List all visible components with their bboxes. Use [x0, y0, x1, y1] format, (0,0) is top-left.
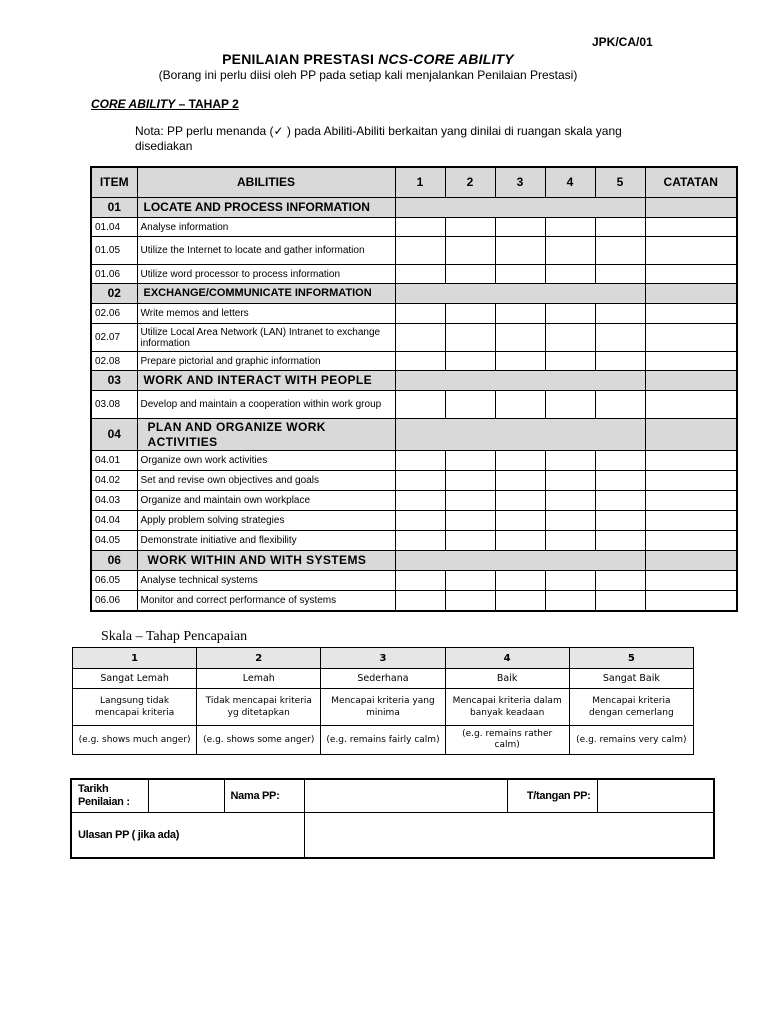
- signoff-table: [70, 778, 715, 859]
- section-heading: [91, 97, 239, 111]
- category-score-span: [395, 551, 645, 571]
- score-cell-4[interactable]: [545, 531, 595, 551]
- item-ability: Organize own work activities: [137, 451, 395, 471]
- score-cell-3[interactable]: [495, 324, 545, 352]
- section-heading-italic: CORE ABILITY: [91, 97, 176, 111]
- scale-description-row: [73, 689, 694, 726]
- score-cell-2[interactable]: [445, 471, 495, 491]
- table-row: [91, 218, 737, 237]
- category-row: [91, 284, 737, 304]
- category-catatan: [645, 371, 737, 391]
- scale-num-2: 2: [197, 648, 321, 669]
- category-code: 01: [91, 198, 137, 218]
- table-row: [91, 237, 737, 265]
- score-cell-1[interactable]: [395, 265, 445, 284]
- scale-example: [445, 726, 569, 755]
- ttangan-label: T/tangan PP:: [507, 779, 597, 813]
- scale-description: [445, 689, 569, 726]
- scale-number-row: [73, 648, 694, 669]
- score-cell-5[interactable]: [595, 531, 645, 551]
- score-cell-2[interactable]: [445, 511, 495, 531]
- score-cell-4[interactable]: [545, 237, 595, 265]
- score-cell-4[interactable]: [545, 471, 595, 491]
- score-cell-2[interactable]: [445, 571, 495, 591]
- score-cell-5[interactable]: [595, 237, 645, 265]
- item-ability: Analyse information: [137, 218, 395, 237]
- category-catatan: [645, 551, 737, 571]
- scale-example: (e.g. remains fairly calm): [321, 726, 445, 755]
- score-cell-5[interactable]: [595, 451, 645, 471]
- score-cell-3[interactable]: [495, 571, 545, 591]
- scale-label: Sangat Baik: [569, 669, 693, 689]
- score-cell-2[interactable]: [445, 218, 495, 237]
- catatan-cell[interactable]: [645, 491, 737, 511]
- item-code: 01.04: [91, 218, 137, 237]
- document-reference: JPK/CA/01: [592, 35, 653, 49]
- item-code: 04.04: [91, 511, 137, 531]
- score-cell-1[interactable]: [395, 491, 445, 511]
- tarikh-field[interactable]: [148, 779, 224, 813]
- scale-description-text: Mencapai kriteria yang minima: [331, 696, 435, 718]
- catatan-cell[interactable]: [645, 324, 737, 352]
- score-cell-1[interactable]: [395, 391, 445, 419]
- item-code: 01.05: [91, 237, 137, 265]
- scale-example-row: [73, 726, 694, 755]
- score-cell-5[interactable]: [595, 391, 645, 419]
- header-score-2: 2: [445, 167, 495, 198]
- item-code: 02.06: [91, 304, 137, 324]
- score-cell-4[interactable]: [545, 451, 595, 471]
- category-row: [91, 371, 737, 391]
- score-cell-1[interactable]: [395, 304, 445, 324]
- item-ability: Monitor and correct performance of systems: [137, 591, 395, 611]
- scale-example: (e.g. remains very calm): [569, 726, 693, 755]
- score-cell-3[interactable]: [495, 451, 545, 471]
- scale-label: Sederhana: [321, 669, 445, 689]
- score-cell-2[interactable]: [445, 491, 495, 511]
- header-score-5: 5: [595, 167, 645, 198]
- ttangan-field[interactable]: [597, 779, 714, 813]
- ulasan-field[interactable]: [304, 813, 714, 859]
- category-score-span: [395, 419, 645, 451]
- category-code: 02: [91, 284, 137, 304]
- item-ability: Develop and maintain a cooperation within work group: [137, 391, 395, 419]
- header-score-1: 1: [395, 167, 445, 198]
- scale-label: Lemah: [197, 669, 321, 689]
- category-catatan: [645, 419, 737, 451]
- catatan-cell[interactable]: [645, 304, 737, 324]
- score-cell-1[interactable]: [395, 324, 445, 352]
- scale-label: Baik: [445, 669, 569, 689]
- score-cell-5[interactable]: [595, 304, 645, 324]
- category-row: [91, 419, 737, 451]
- scale-label: Sangat Lemah: [73, 669, 197, 689]
- score-cell-3[interactable]: [495, 218, 545, 237]
- item-code: 04.03: [91, 491, 137, 511]
- tarikh-label-text: Tarikh Penilaian :: [78, 783, 130, 808]
- item-code: 01.06: [91, 265, 137, 284]
- category-row: [91, 198, 737, 218]
- category-code: 03: [91, 371, 137, 391]
- category-score-span: [395, 371, 645, 391]
- score-cell-1[interactable]: [395, 531, 445, 551]
- category-name-text: PLAN AND ORGANIZE WORK ACTIVITIES: [147, 419, 326, 449]
- score-cell-2[interactable]: [445, 391, 495, 419]
- score-cell-1[interactable]: [395, 237, 445, 265]
- item-code: 04.02: [91, 471, 137, 491]
- item-ability: Analyse technical systems: [137, 571, 395, 591]
- score-cell-2[interactable]: [445, 237, 495, 265]
- ulasan-label: Ulasan PP ( jika ada): [71, 813, 304, 859]
- score-cell-4[interactable]: [545, 571, 595, 591]
- category-name: WORK AND INTERACT WITH PEOPLE: [137, 371, 395, 391]
- scale-description-text: Mencapai kriteria dengan cemerlang: [589, 696, 674, 718]
- score-cell-4[interactable]: [545, 218, 595, 237]
- scale-num-4: 4: [445, 648, 569, 669]
- score-cell-4[interactable]: [545, 265, 595, 284]
- item-code: 03.08: [91, 391, 137, 419]
- header-score-4: 4: [545, 167, 595, 198]
- catatan-cell[interactable]: [645, 511, 737, 531]
- score-cell-1[interactable]: [395, 218, 445, 237]
- abilities-table: [90, 166, 738, 612]
- title-plain: PENILAIAN PRESTASI: [222, 51, 379, 67]
- score-cell-5[interactable]: [595, 511, 645, 531]
- catatan-cell[interactable]: [645, 237, 737, 265]
- title-italic: NCS-CORE ABILITY: [378, 51, 514, 67]
- item-ability: Prepare pictorial and graphic information: [137, 352, 395, 371]
- table-row: [91, 265, 737, 284]
- catatan-cell[interactable]: [645, 471, 737, 491]
- table-row: [91, 491, 737, 511]
- category-name: [137, 419, 395, 451]
- scale-example: (e.g. shows some anger): [197, 726, 321, 755]
- scale-title: Skala – Tahap Pencapaian: [101, 629, 248, 644]
- scale-description-text: Langsung tidak mencapai kriteria: [94, 696, 175, 718]
- tarikh-label: [71, 779, 148, 813]
- scale-description: [197, 689, 321, 726]
- score-cell-4[interactable]: [545, 304, 595, 324]
- category-score-span: [395, 284, 645, 304]
- catatan-cell[interactable]: [645, 531, 737, 551]
- score-cell-4[interactable]: [545, 352, 595, 371]
- item-code: 02.08: [91, 352, 137, 371]
- category-name: EXCHANGE/COMMUNICATE INFORMATION: [137, 284, 395, 304]
- section-heading-rest: – TAHAP 2: [175, 97, 239, 111]
- score-cell-1[interactable]: [395, 571, 445, 591]
- score-cell-3[interactable]: [495, 531, 545, 551]
- table-row: [91, 352, 737, 371]
- signoff-row: [71, 779, 714, 813]
- table-row: [91, 451, 737, 471]
- item-ability: Organize and maintain own workplace: [137, 491, 395, 511]
- score-cell-1[interactable]: [395, 471, 445, 491]
- score-cell-3[interactable]: [495, 265, 545, 284]
- category-row: [91, 551, 737, 571]
- score-cell-5[interactable]: [595, 265, 645, 284]
- score-cell-3[interactable]: [495, 304, 545, 324]
- table-row: [91, 511, 737, 531]
- header-abilities: ABILITIES: [137, 167, 395, 198]
- item-ability: Utilize the Internet to locate and gather information: [137, 237, 395, 265]
- score-cell-2[interactable]: [445, 591, 495, 611]
- category-name: LOCATE AND PROCESS INFORMATION: [137, 198, 395, 218]
- scale-num-1: 1: [73, 648, 197, 669]
- score-cell-2[interactable]: [445, 304, 495, 324]
- item-ability: Write memos and letters: [137, 304, 395, 324]
- score-cell-1[interactable]: [395, 511, 445, 531]
- catatan-cell[interactable]: [645, 352, 737, 371]
- scale-example-text: (e.g. remains rather calm): [462, 729, 553, 750]
- catatan-cell[interactable]: [645, 391, 737, 419]
- category-catatan: [645, 198, 737, 218]
- category-code: 04: [91, 419, 137, 451]
- score-cell-3[interactable]: [495, 352, 545, 371]
- scale-num-3: 3: [321, 648, 445, 669]
- item-ability: Utilize Local Area Network (LAN) Intranet to exchange information: [137, 324, 395, 352]
- score-cell-3[interactable]: [495, 237, 545, 265]
- header-score-3: 3: [495, 167, 545, 198]
- score-cell-3[interactable]: [495, 471, 545, 491]
- nama-label: Nama PP:: [224, 779, 304, 813]
- score-cell-2[interactable]: [445, 451, 495, 471]
- table-header-row: [91, 167, 737, 198]
- category-catatan: [645, 284, 737, 304]
- catatan-cell[interactable]: [645, 571, 737, 591]
- scale-description: [73, 689, 197, 726]
- scale-description: [321, 689, 445, 726]
- score-cell-5[interactable]: [595, 491, 645, 511]
- score-cell-5[interactable]: [595, 471, 645, 491]
- table-row: [91, 571, 737, 591]
- scale-description-text: Mencapai kriteria dalam banyak keadaan: [452, 696, 562, 718]
- score-cell-4[interactable]: [545, 391, 595, 419]
- table-row: [91, 324, 737, 352]
- score-cell-5[interactable]: [595, 218, 645, 237]
- scale-num-5: 5: [569, 648, 693, 669]
- score-cell-1[interactable]: [395, 451, 445, 471]
- score-cell-4[interactable]: [545, 591, 595, 611]
- score-cell-1[interactable]: [395, 591, 445, 611]
- score-cell-2[interactable]: [445, 265, 495, 284]
- category-code: 06: [91, 551, 137, 571]
- score-cell-2[interactable]: [445, 531, 495, 551]
- ulasan-row: [71, 813, 714, 859]
- item-ability: Utilize word processor to process information: [137, 265, 395, 284]
- score-cell-5[interactable]: [595, 571, 645, 591]
- score-cell-5[interactable]: [595, 591, 645, 611]
- scale-description: [569, 689, 693, 726]
- score-cell-4[interactable]: [545, 324, 595, 352]
- table-row: [91, 304, 737, 324]
- score-cell-4[interactable]: [545, 511, 595, 531]
- scale-label-row: [73, 669, 694, 689]
- item-code: 06.05: [91, 571, 137, 591]
- scale-description-text: Tidak mencapai kriteria yg ditetapkan: [205, 696, 312, 718]
- page-subtitle: (Borang ini perlu diisi oleh PP pada setiap kali menjalankan Penilaian Prestasi): [158, 68, 578, 82]
- score-cell-2[interactable]: [445, 324, 495, 352]
- header-catatan: CATATAN: [645, 167, 737, 198]
- score-cell-3[interactable]: [495, 511, 545, 531]
- score-cell-1[interactable]: [395, 352, 445, 371]
- table-row: [91, 591, 737, 611]
- item-ability: Set and revise own objectives and goals: [137, 471, 395, 491]
- score-cell-4[interactable]: [545, 491, 595, 511]
- score-cell-3[interactable]: [495, 591, 545, 611]
- item-ability: Demonstrate initiative and flexibility: [137, 531, 395, 551]
- table-row: [91, 391, 737, 419]
- item-ability: Apply problem solving strategies: [137, 511, 395, 531]
- instruction-note: Nota: PP perlu menanda (✓ ) pada Abiliti-Abiliti berkaitan yang dinilai di ruangan skala yang disediakan: [135, 124, 622, 153]
- item-code: 06.06: [91, 591, 137, 611]
- item-code: 02.07: [91, 324, 137, 352]
- table-row: [91, 531, 737, 551]
- scale-table: [72, 647, 694, 755]
- item-code: 04.05: [91, 531, 137, 551]
- header-item: ITEM: [91, 167, 137, 198]
- score-cell-3[interactable]: [495, 391, 545, 419]
- table-row: [91, 471, 737, 491]
- score-cell-2[interactable]: [445, 352, 495, 371]
- nama-field[interactable]: [304, 779, 507, 813]
- page-title: [0, 51, 736, 67]
- catatan-cell[interactable]: [645, 451, 737, 471]
- score-cell-5[interactable]: [595, 324, 645, 352]
- score-cell-3[interactable]: [495, 491, 545, 511]
- category-score-span: [395, 198, 645, 218]
- catatan-cell[interactable]: [645, 218, 737, 237]
- scale-example: (e.g. shows much anger): [73, 726, 197, 755]
- catatan-cell[interactable]: [645, 265, 737, 284]
- category-name: WORK WITHIN AND WITH SYSTEMS: [137, 551, 395, 571]
- catatan-cell[interactable]: [645, 591, 737, 611]
- score-cell-5[interactable]: [595, 352, 645, 371]
- item-code: 04.01: [91, 451, 137, 471]
